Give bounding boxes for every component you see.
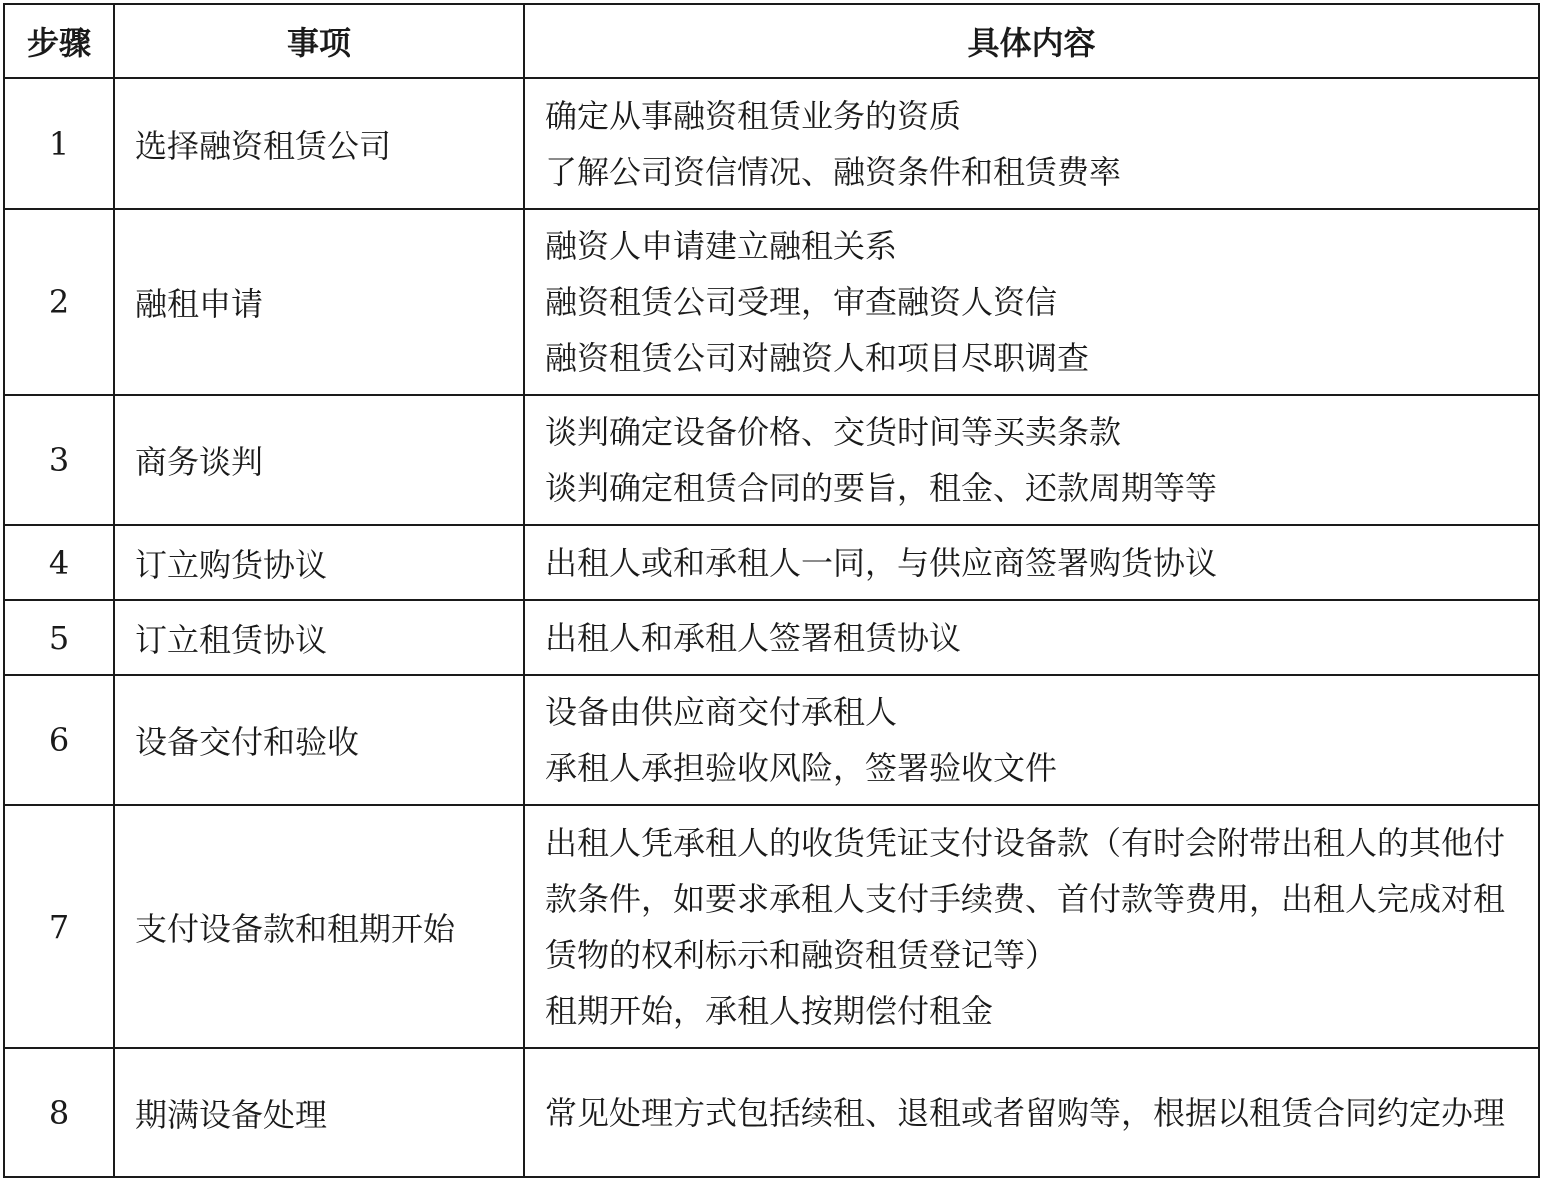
header-row bbox=[4, 4, 1539, 78]
header-item: 事项 bbox=[114, 4, 524, 78]
step-detail bbox=[524, 675, 1539, 805]
step-number: 4 bbox=[4, 525, 114, 600]
step-detail bbox=[524, 209, 1539, 395]
step-item: 支付设备款和租期开始 bbox=[114, 805, 524, 1048]
detail-line: 出租人或和承租人一同，与供应商签署购货协议 bbox=[545, 543, 1218, 582]
detail-line: 常见处理方式包括续租、退租或者留购等，根据以租赁合同约定办理 bbox=[545, 1093, 1506, 1132]
step-number: 1 bbox=[4, 78, 114, 209]
table-row bbox=[4, 1048, 1539, 1177]
detail-line: 融资租赁公司对融资人和项目尽职调查 bbox=[545, 339, 1090, 377]
table-row bbox=[4, 600, 1539, 675]
table-row bbox=[4, 805, 1539, 1048]
detail-line: 谈判确定设备价格、交货时间等买卖条款 bbox=[545, 413, 1122, 451]
detail-line: 确定从事融资租赁业务的资质 bbox=[545, 96, 962, 135]
step-detail bbox=[524, 1048, 1539, 1177]
table-row bbox=[4, 209, 1539, 395]
detail-line: 租期开始，承租人按期偿付租金 bbox=[545, 991, 994, 1030]
step-number: 7 bbox=[4, 805, 114, 1048]
step-item: 商务谈判 bbox=[114, 395, 524, 525]
step-detail bbox=[524, 525, 1539, 600]
detail-line: 了解公司资信情况、融资条件和租赁费率 bbox=[545, 152, 1122, 191]
step-item: 融租申请 bbox=[114, 209, 524, 395]
detail-line: 出租人和承租人签署租赁协议 bbox=[545, 618, 962, 657]
step-item: 订立购货协议 bbox=[114, 525, 524, 600]
step-number: 3 bbox=[4, 395, 114, 525]
table-row bbox=[4, 78, 1539, 209]
step-item: 设备交付和验收 bbox=[114, 675, 524, 805]
table-row bbox=[4, 525, 1539, 600]
step-item: 期满设备处理 bbox=[114, 1048, 524, 1177]
detail-line: 出租人凭承租人的收货凭证支付设备款（有时会附带出租人的其他付款条件，如要求承租人支付手续费、首付款等费用，出租人完成对租赁物的权利标示和融资租赁登记等） bbox=[545, 823, 1506, 974]
table-row bbox=[4, 395, 1539, 525]
step-item: 订立租赁协议 bbox=[114, 600, 524, 675]
header-detail: 具体内容 bbox=[524, 4, 1539, 78]
step-number: 6 bbox=[4, 675, 114, 805]
detail-line: 融资人申请建立融租关系 bbox=[545, 227, 898, 265]
detail-line: 融资租赁公司受理，审查融资人资信 bbox=[545, 283, 1058, 321]
step-detail bbox=[524, 78, 1539, 209]
step-item: 选择融资租赁公司 bbox=[114, 78, 524, 209]
step-number: 8 bbox=[4, 1048, 114, 1177]
step-detail bbox=[524, 395, 1539, 525]
step-detail bbox=[524, 805, 1539, 1048]
step-detail bbox=[524, 600, 1539, 675]
table-row bbox=[4, 675, 1539, 805]
leasing-steps-table bbox=[3, 3, 1540, 1178]
header-step: 步骤 bbox=[4, 4, 114, 78]
step-number: 2 bbox=[4, 209, 114, 395]
detail-line: 谈判确定租赁合同的要旨，租金、还款周期等等 bbox=[545, 469, 1218, 507]
detail-line: 承租人承担验收风险，签署验收文件 bbox=[545, 749, 1058, 787]
step-number: 5 bbox=[4, 600, 114, 675]
detail-line: 设备由供应商交付承租人 bbox=[545, 693, 898, 731]
